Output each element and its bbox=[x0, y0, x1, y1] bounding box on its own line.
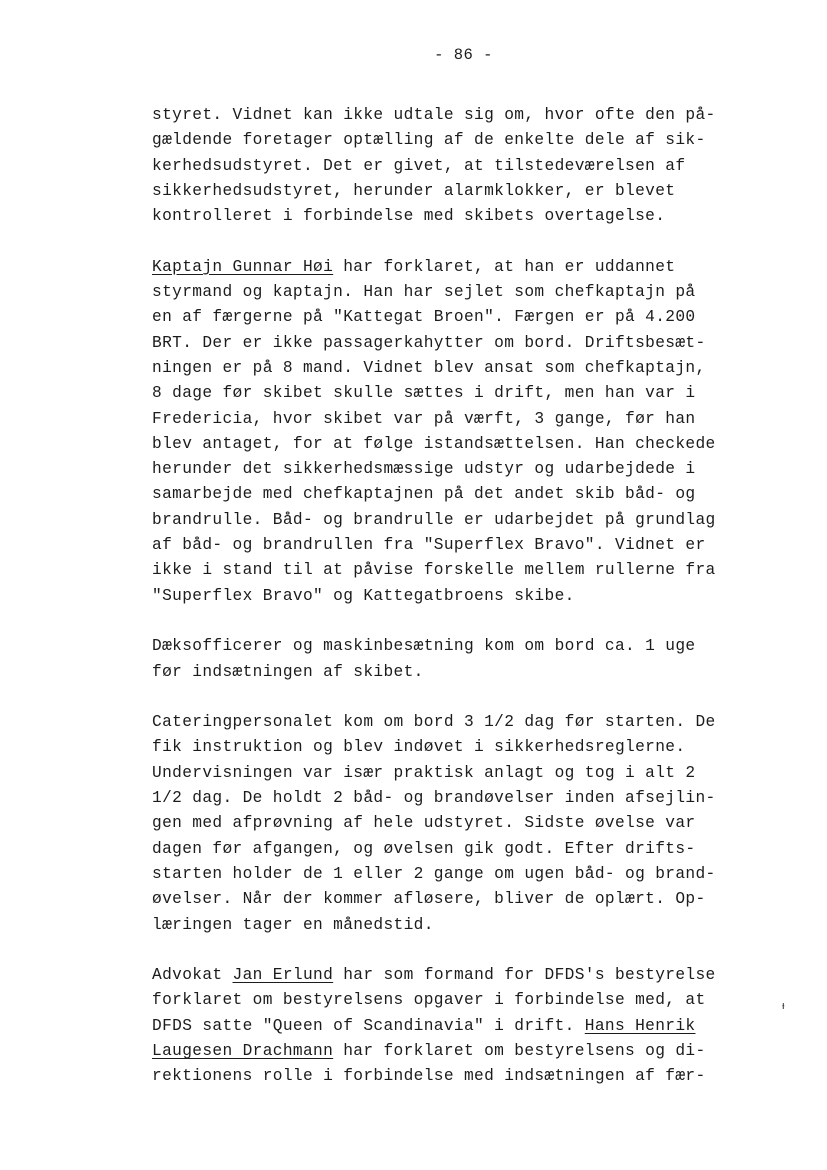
margin-mark: ᵻ bbox=[780, 1001, 787, 1013]
text-line: fik instruktion og blev indøvet i sikkerhedsreglerne. bbox=[152, 738, 686, 757]
text-line: samarbejde med chefkaptajnen på det andet skib båd- og bbox=[152, 485, 696, 504]
text-line: "Superflex Bravo" og Kattegatbroens skibe. bbox=[152, 586, 575, 605]
witness-name: Kaptajn Gunnar Høi bbox=[152, 257, 334, 276]
text-line: Cateringpersonalet kom om bord 3 1/2 dag før starten. De bbox=[152, 713, 716, 732]
paragraph-4 bbox=[152, 710, 732, 938]
text-line: sikkerhedsudstyret, herunder alarmklokker, er blevet bbox=[152, 181, 676, 200]
text-segment: har forklaret, at han er uddannet bbox=[333, 257, 676, 276]
witness-name: Jan Erlund bbox=[232, 966, 334, 985]
text-line bbox=[152, 963, 732, 988]
text-line: en af færgerne på "Kattegat Broen". Færgen er på 4.200 bbox=[152, 308, 696, 327]
paragraph-5 bbox=[152, 963, 732, 1089]
text-segment: Advokat bbox=[152, 966, 233, 985]
text-line: kontrolleret i forbindelse med skibets overtagelse. bbox=[152, 207, 666, 226]
text-line: Fredericia, hvor skibet var på værft, 3 gange, før han bbox=[152, 409, 696, 428]
text-line: Dæksofficerer og maskinbesætning kom om bord ca. 1 uge bbox=[152, 637, 696, 656]
text-line: BRT. Der er ikke passagerkahytter om bord. Driftsbesæt- bbox=[152, 333, 706, 352]
text-line: starten holder de 1 eller 2 gange om ugen båd- og brand- bbox=[152, 864, 716, 883]
text-line bbox=[152, 255, 732, 280]
text-line bbox=[152, 1039, 732, 1064]
paragraph-3 bbox=[152, 634, 732, 685]
document-body bbox=[152, 103, 732, 1115]
text-line: rektionens rolle i forbindelse med indsætningen af fær- bbox=[152, 1067, 706, 1086]
text-line: gældende foretager optælling af de enkelte dele af sik- bbox=[152, 131, 706, 150]
text-line: ningen er på 8 mand. Vidnet blev ansat som chefkaptajn, bbox=[152, 358, 706, 377]
text-line: læringen tager en månedstid. bbox=[152, 915, 434, 934]
paragraph-1 bbox=[152, 103, 732, 229]
text-line: før indsætningen af skibet. bbox=[152, 662, 424, 681]
text-segment: har forklaret om bestyrelsens og di- bbox=[333, 1041, 706, 1060]
witness-name: Laugesen Drachmann bbox=[152, 1041, 334, 1060]
text-segment: har som formand for DFDS's bestyrelse bbox=[333, 966, 716, 985]
text-line: brandrulle. Båd- og brandrulle er udarbejdet på grundlag bbox=[152, 510, 716, 529]
text-line: kerhedsudstyret. Det er givet, at tilstedeværelsen af bbox=[152, 156, 686, 175]
text-line bbox=[152, 1014, 732, 1039]
text-line: gen med afprøvning af hele udstyret. Sidste øvelse var bbox=[152, 814, 696, 833]
text-segment: DFDS satte "Queen of Scandinavia" i drift. bbox=[152, 1016, 585, 1035]
text-line: ikke i stand til at påvise forskelle mellem rullerne fra bbox=[152, 561, 716, 580]
text-line: blev antaget, for at følge istandsættelsen. Han checkede bbox=[152, 434, 716, 453]
text-line: dagen før afgangen, og øvelsen gik godt. Efter drifts- bbox=[152, 839, 696, 858]
text-line: styret. Vidnet kan ikke udtale sig om, hvor ofte den på- bbox=[152, 106, 716, 124]
text-line: 8 dage før skibet skulle sættes i drift, men han var i bbox=[152, 384, 696, 403]
text-line: af båd- og brandrullen fra "Superflex Bravo". Vidnet er bbox=[152, 536, 706, 555]
text-line: herunder det sikkerhedsmæssige udstyr og udarbejdede i bbox=[152, 460, 696, 479]
text-line: styrmand og kaptajn. Han har sejlet som chefkaptajn på bbox=[152, 283, 696, 302]
witness-name: Hans Henrik bbox=[584, 1016, 696, 1035]
text-line: øvelser. Når der kommer afløsere, bliver de oplært. Op- bbox=[152, 890, 706, 909]
text-line: Undervisningen var især praktisk anlagt og tog i alt 2 bbox=[152, 763, 696, 782]
text-line: forklaret om bestyrelsens opgaver i forbindelse med, at bbox=[152, 991, 706, 1010]
page-number: - 86 - bbox=[434, 46, 493, 64]
paragraph-2 bbox=[152, 255, 732, 609]
text-line: 1/2 dag. De holdt 2 båd- og brandøvelser inden afsejlin- bbox=[152, 789, 716, 808]
